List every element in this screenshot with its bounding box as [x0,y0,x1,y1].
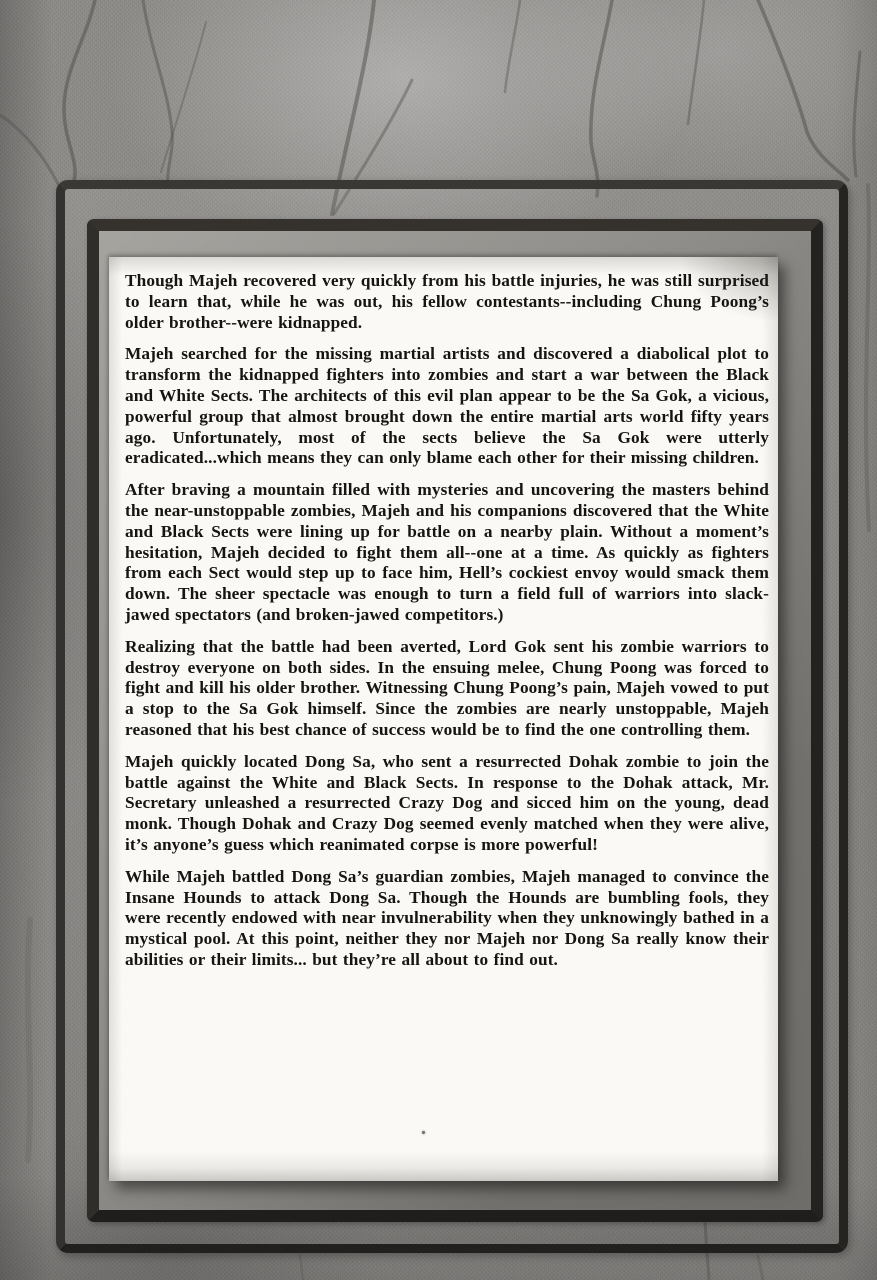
crack-line [143,0,172,185]
crack-line [591,0,612,196]
crack-line [866,185,869,530]
recap-text-block [109,257,778,971]
crack-line [28,920,30,1160]
crack-line [300,1255,303,1280]
recap-paragraph-3: After braving a mountain filled with mysteries and uncovering the masters behind the near-unstoppable zombies, Majeh and his companions discovered that the White and Black Sects were lining up for battle on a nearby plain. Without a moment’s hesitation, Majeh decided to fight them all--one at a time. As quickly as fighters from each Sect would step up to face him, Hell’s cockiest envoy would smack them down. The sheer spectacle was enough to turn a field full of warriors into slack-jawed spectators (and broken-jawed competitors.) [125,480,769,624]
recap-paragraph-5: Majeh quickly located Dong Sa, who sent a resurrected Dohak zombie to join the battle against the White and Black Sects. In response to the Dohak attack, Mr. Secretary unleashed a resurrected Crazy Dog and sicced him on the young, dead monk. Though Dohak and Crazy Dog seemed evenly matched when they were alive, it’s anyone’s guess which reanimated corpse is more powerful! [125,751,769,854]
recap-paragraph-6: While Majeh battled Dong Sa’s guardian zombies, Majeh managed to convince the Insane Hounds to attack Dong Sa. Though the Hounds are bumbling fools, they were recently endowed with near invulnerability when they unknowingly bathed in a mystical pool. At this point, neither they nor Majeh nor Dong Sa really know their abilities or their limits... but they’re all about to find out. [125,866,769,969]
crack-line [758,1256,763,1280]
recap-paragraph-4: Realizing that the battle had been averted, Lord Gok sent his zombie warriors to destroy everyone on both sides. In the ensuing melee, Chung Poong was forced to fight and kill his older brother. Witnessing Chung Poong’s pain, Majeh vowed to put a stop to the Sa Gok himself. Since the zombies are nearly unstoppable, Majeh reasoned that his best chance of success would be to find the one controlling them. [125,636,769,739]
crack-line [505,0,520,92]
crack-line [758,0,848,180]
ink-speck [422,1131,425,1134]
crack-line [64,0,95,181]
recap-paragraph-2: Majeh searched for the missing martial artists and discovered a diabolical plot to transform the kidnapped fighters into zombies and start a war between the Black and White Sects. The architects of this evil plan appear to be the Sa Gok, a vicious, powerful group that almost brought down the entire martial arts world fifty years ago. Unfortunately, most of the sects believe the Sa Gok were utterly eradicated...which means they can only blame each other for their missing children. [125,344,769,468]
crack-line [0,115,58,184]
frame-stone-band [65,189,839,1244]
frame-inner-border [87,219,823,1222]
recap-paper [109,257,778,1181]
frame-mat [99,231,811,1210]
crack-line [688,0,704,124]
picture-frame [56,180,848,1253]
recap-paragraph-1: Though Majeh recovered very quickly from his battle injuries, he was still surprised to learn that, while he was out, his fellow contestants--including Chung Poong’s older brother--were kidnapped. [125,271,769,332]
crack-line [854,52,860,176]
